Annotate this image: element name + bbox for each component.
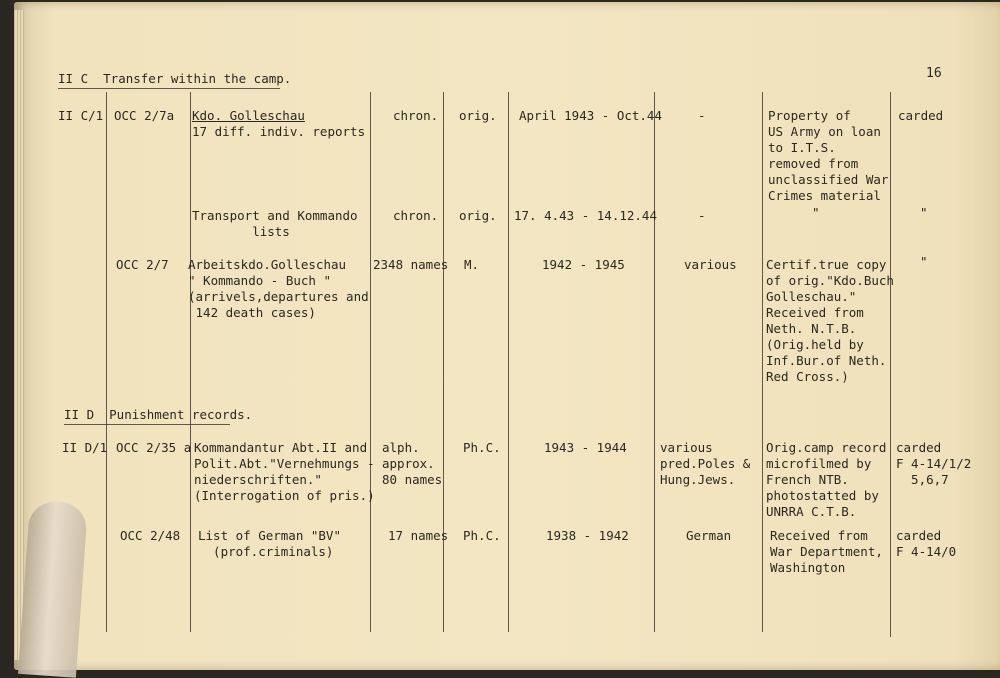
column-rule <box>654 92 655 632</box>
row-dates: 1942 - 1945 <box>542 257 625 272</box>
row-arrangement: 17 names <box>388 528 449 543</box>
row-status: " <box>920 254 928 269</box>
row-dates: 1943 - 1944 <box>544 440 627 455</box>
row-type: M. <box>464 257 480 272</box>
page-number: 16 <box>926 66 942 81</box>
row-dates: April 1943 - Oct.44 <box>519 108 662 123</box>
row-status: carded F 4-14/1/2 5,6,7 <box>896 440 972 487</box>
row-language: - <box>698 108 706 123</box>
row-title: 17 diff. indiv. reports <box>192 124 366 139</box>
column-rule <box>508 92 509 632</box>
row-type: orig. <box>459 208 497 223</box>
row-remarks: Certif.true copy of orig."Kdo.Buch Golleschau." Received from Neth. N.T.B. (Orig.held by Inf.Bur.of Neth. Red Cross.) <box>766 257 894 384</box>
row-remarks: Received from War Department, Washington <box>770 528 883 575</box>
column-rule <box>370 92 371 632</box>
row-remarks: " <box>812 205 820 220</box>
row-arrangement: chron. <box>393 208 439 223</box>
column-rule <box>443 92 444 632</box>
row-title-underlined: Kdo. Golleschau <box>192 108 305 123</box>
row-title: Kommandantur Abt.II and Polit.Abt."Vernehmungs - niederschriften." (Interrogation of pris.) <box>194 440 375 503</box>
row-dates: 17. 4.43 - 14.12.44 <box>514 208 657 223</box>
row-status: carded <box>898 108 944 123</box>
section-heading-iid: II D Punishment records. <box>64 407 253 422</box>
row-status: " <box>920 205 928 220</box>
page-edge <box>14 10 24 660</box>
row-language: various <box>684 257 737 272</box>
row-status: carded F 4-14/0 <box>896 528 957 559</box>
heading-underline <box>64 424 230 425</box>
row-type: Ph.C. <box>463 440 501 455</box>
heading-underline <box>58 88 280 89</box>
row-arrangement: alph. approx. 80 names <box>382 440 443 487</box>
row-language: German <box>686 528 732 543</box>
row-title: Arbeitskdo.Golleschau " Kommando - Buch " (arrivels,departures and 142 death cases) <box>188 257 369 320</box>
row-ref: II D/1 <box>62 440 108 455</box>
row-remarks: Property of US Army on loan to I.T.S. removed from unclassified War Crimes material <box>768 108 889 203</box>
row-title: List of German "BV" (prof.criminals) <box>198 528 341 559</box>
row-title: Transport and Kommando lists <box>192 208 358 239</box>
row-language: various pred.Poles & Hung.Jews. <box>660 440 751 487</box>
row-dates: 1938 - 1942 <box>546 528 629 543</box>
row-file: OCC 2/48 <box>120 528 181 543</box>
scanner-thumb <box>18 500 88 678</box>
row-ref: II C/1 <box>58 108 104 123</box>
section-heading-iic: II C Transfer within the camp. <box>58 71 292 86</box>
row-remarks: Orig.camp record microfilmed by French NTB. photostatted by UNRRA C.T.B. <box>766 440 887 519</box>
column-rule <box>762 92 763 632</box>
row-arrangement: 2348 names <box>373 257 449 272</box>
row-type: Ph.C. <box>463 528 501 543</box>
document-page <box>14 2 1000 670</box>
row-file: OCC 2/7a <box>114 108 175 123</box>
row-file: OCC 2/7 <box>116 257 169 272</box>
row-arrangement: chron. <box>393 108 439 123</box>
row-type: orig. <box>459 108 497 123</box>
row-file: OCC 2/35 a <box>116 440 192 455</box>
row-language: - <box>698 208 706 223</box>
column-rule <box>190 92 191 632</box>
column-rule <box>106 92 107 632</box>
